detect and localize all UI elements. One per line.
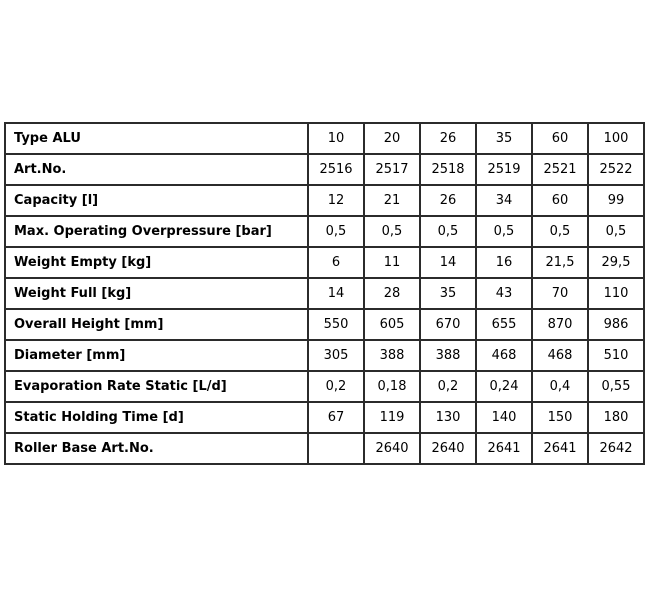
table-row-overall-height <box>5 309 644 340</box>
cell-max-overpressure-6: 0,5 <box>588 216 644 247</box>
row-label-weight-empty: Weight Empty [kg] <box>5 247 308 278</box>
cell-evaporation-rate-1: 0,2 <box>308 371 364 402</box>
cell-roller-base-art-no-3: 2640 <box>420 433 476 464</box>
cell-capacity-3: 26 <box>420 185 476 216</box>
cell-weight-empty-3: 14 <box>420 247 476 278</box>
cell-static-holding-time-4: 140 <box>476 402 532 433</box>
cell-roller-base-art-no-2: 2640 <box>364 433 420 464</box>
table-row-diameter <box>5 340 644 371</box>
cell-weight-empty-1: 6 <box>308 247 364 278</box>
cell-roller-base-art-no-5: 2641 <box>532 433 588 464</box>
cell-diameter-5: 468 <box>532 340 588 371</box>
cell-evaporation-rate-2: 0,18 <box>364 371 420 402</box>
cell-max-overpressure-4: 0,5 <box>476 216 532 247</box>
cell-art-no-3: 2518 <box>420 154 476 185</box>
cell-weight-full-2: 28 <box>364 278 420 309</box>
table-row-max-overpressure <box>5 216 644 247</box>
row-label-roller-base-art-no: Roller Base Art.No. <box>5 433 308 464</box>
cell-type-alu-4: 35 <box>476 123 532 154</box>
cell-roller-base-art-no-1 <box>308 433 364 464</box>
cell-type-alu-2: 20 <box>364 123 420 154</box>
cell-capacity-1: 12 <box>308 185 364 216</box>
cell-roller-base-art-no-4: 2641 <box>476 433 532 464</box>
row-label-weight-full: Weight Full [kg] <box>5 278 308 309</box>
cell-evaporation-rate-4: 0,24 <box>476 371 532 402</box>
cell-diameter-6: 510 <box>588 340 644 371</box>
cell-weight-full-3: 35 <box>420 278 476 309</box>
cell-art-no-4: 2519 <box>476 154 532 185</box>
table-row-weight-empty <box>5 247 644 278</box>
product-specification-table <box>4 122 645 465</box>
cell-diameter-2: 388 <box>364 340 420 371</box>
cell-overall-height-2: 605 <box>364 309 420 340</box>
cell-capacity-4: 34 <box>476 185 532 216</box>
row-label-max-overpressure: Max. Operating Overpressure [bar] <box>5 216 308 247</box>
cell-static-holding-time-5: 150 <box>532 402 588 433</box>
cell-capacity-2: 21 <box>364 185 420 216</box>
cell-weight-empty-6: 29,5 <box>588 247 644 278</box>
cell-type-alu-5: 60 <box>532 123 588 154</box>
cell-overall-height-3: 670 <box>420 309 476 340</box>
cell-max-overpressure-2: 0,5 <box>364 216 420 247</box>
cell-art-no-6: 2522 <box>588 154 644 185</box>
cell-weight-empty-4: 16 <box>476 247 532 278</box>
cell-static-holding-time-6: 180 <box>588 402 644 433</box>
table-row-type-alu <box>5 123 644 154</box>
row-label-type-alu: Type ALU <box>5 123 308 154</box>
cell-roller-base-art-no-6: 2642 <box>588 433 644 464</box>
cell-weight-empty-2: 11 <box>364 247 420 278</box>
cell-art-no-5: 2521 <box>532 154 588 185</box>
cell-overall-height-6: 986 <box>588 309 644 340</box>
row-label-overall-height: Overall Height [mm] <box>5 309 308 340</box>
cell-max-overpressure-5: 0,5 <box>532 216 588 247</box>
cell-type-alu-3: 26 <box>420 123 476 154</box>
cell-art-no-2: 2517 <box>364 154 420 185</box>
table-row-evaporation-rate <box>5 371 644 402</box>
cell-evaporation-rate-3: 0,2 <box>420 371 476 402</box>
cell-evaporation-rate-5: 0,4 <box>532 371 588 402</box>
cell-type-alu-1: 10 <box>308 123 364 154</box>
row-label-evaporation-rate: Evaporation Rate Static [L/d] <box>5 371 308 402</box>
row-label-art-no: Art.No. <box>5 154 308 185</box>
cell-weight-full-1: 14 <box>308 278 364 309</box>
cell-max-overpressure-1: 0,5 <box>308 216 364 247</box>
cell-diameter-4: 468 <box>476 340 532 371</box>
cell-static-holding-time-2: 119 <box>364 402 420 433</box>
cell-capacity-5: 60 <box>532 185 588 216</box>
row-label-capacity: Capacity [l] <box>5 185 308 216</box>
cell-type-alu-6: 100 <box>588 123 644 154</box>
cell-static-holding-time-1: 67 <box>308 402 364 433</box>
table-row-art-no <box>5 154 644 185</box>
cell-art-no-1: 2516 <box>308 154 364 185</box>
cell-evaporation-rate-6: 0,55 <box>588 371 644 402</box>
cell-diameter-1: 305 <box>308 340 364 371</box>
cell-weight-full-5: 70 <box>532 278 588 309</box>
cell-weight-full-4: 43 <box>476 278 532 309</box>
table-row-weight-full <box>5 278 644 309</box>
cell-overall-height-5: 870 <box>532 309 588 340</box>
cell-weight-full-6: 110 <box>588 278 644 309</box>
table-row-capacity <box>5 185 644 216</box>
spec-table-body <box>5 123 644 464</box>
table-row-roller-base-art-no <box>5 433 644 464</box>
cell-overall-height-1: 550 <box>308 309 364 340</box>
row-label-static-holding-time: Static Holding Time [d] <box>5 402 308 433</box>
cell-diameter-3: 388 <box>420 340 476 371</box>
cell-overall-height-4: 655 <box>476 309 532 340</box>
cell-capacity-6: 99 <box>588 185 644 216</box>
cell-max-overpressure-3: 0,5 <box>420 216 476 247</box>
cell-static-holding-time-3: 130 <box>420 402 476 433</box>
row-label-diameter: Diameter [mm] <box>5 340 308 371</box>
table-row-static-holding-time <box>5 402 644 433</box>
cell-weight-empty-5: 21,5 <box>532 247 588 278</box>
